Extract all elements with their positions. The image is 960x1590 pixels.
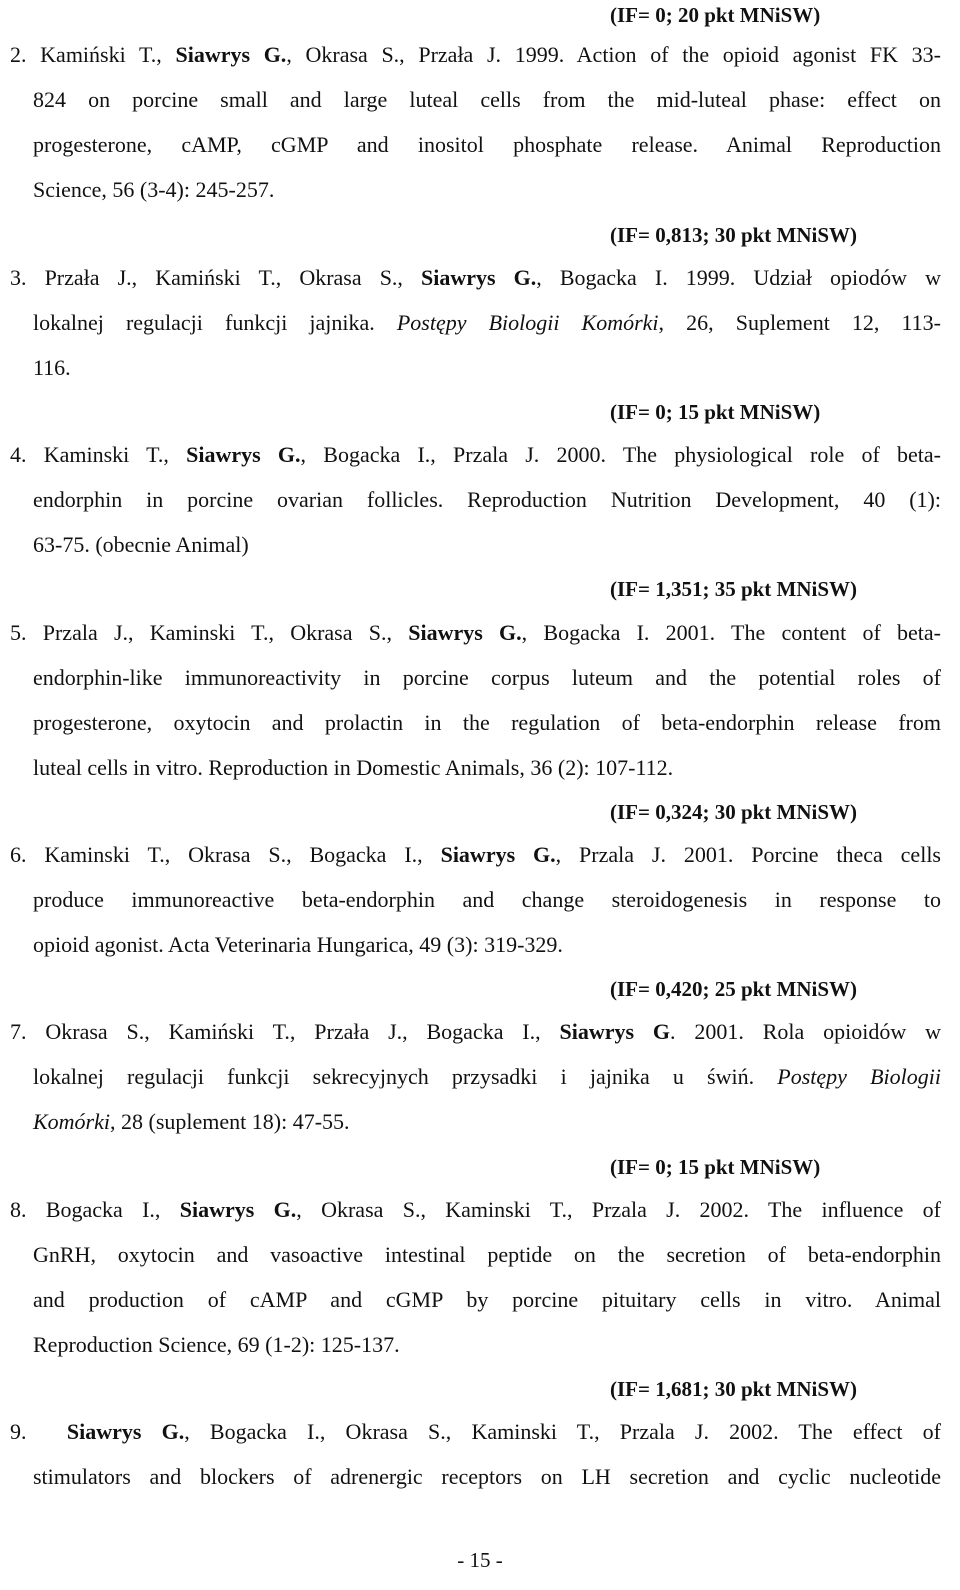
impact-factor-5: (IF= 0,324; 30 pkt MNiSW) <box>610 800 858 824</box>
citation-9-line-1: 9. Siawrys G., Bogacka I., Okrasa S., Kaminski T., Przala J. 2002. The effect of <box>10 1419 941 1444</box>
citation-7-line-2: lokalnej regulacji funkcji sekrecyjnych przysadki i jajnika u świń. Postępy Biologii <box>33 1064 941 1089</box>
citation-4-line-1: 4. Kaminski T., Siawrys G., Bogacka I., Przala J. 2000. The physiological role of beta- <box>10 442 941 467</box>
citation-7-line-3: Komórki, 28 (suplement 18): 47-55. <box>33 1109 350 1134</box>
impact-factor-3: (IF= 0; 15 pkt MNiSW) <box>610 400 821 424</box>
citation-8-line-4: Reproduction Science, 69 (1-2): 125-137. <box>33 1332 400 1357</box>
citation-5-line-3: progesterone, oxytocin and prolactin in the regulation of beta-endorphin release from <box>33 710 941 735</box>
citation-3-line-1: 3. Przała J., Kamiński T., Okrasa S., Siawrys G., Bogacka I. 1999. Udział opiodów w <box>10 265 941 290</box>
citation-2-line-4: Science, 56 (3-4): 245-257. <box>33 177 275 202</box>
citation-3-line-3: 116. <box>33 355 71 380</box>
impact-factor-2: (IF= 0,813; 30 pkt MNiSW) <box>610 223 858 247</box>
citation-5-line-2: endorphin-like immunoreactivity in porcine corpus luteum and the potential roles of <box>33 665 941 690</box>
impact-factor-6: (IF= 0,420; 25 pkt MNiSW) <box>610 977 858 1001</box>
citation-8-line-1: 8. Bogacka I., Siawrys G., Okrasa S., Kaminski T., Przala J. 2002. The influence of <box>10 1197 941 1222</box>
citation-2-line-3: progesterone, cAMP, cGMP and inositol phosphate release. Animal Reproduction <box>33 132 941 157</box>
citation-6-line-3: opioid agonist. Acta Veterinaria Hungarica, 49 (3): 319-329. <box>33 932 563 957</box>
citation-2-line-1: 2. Kamiński T., Siawrys G., Okrasa S., Przała J. 1999. Action of the opioid agonist FK 33- <box>10 42 941 67</box>
citation-8-line-3: and production of cAMP and cGMP by porcine pituitary cells in vitro. Animal <box>33 1287 941 1312</box>
citation-5-line-1: 5. Przala J., Kaminski T., Okrasa S., Siawrys G., Bogacka I. 2001. The content of beta- <box>10 620 941 645</box>
page-number: - 15 - <box>457 1548 503 1572</box>
citation-8-line-2: GnRH, oxytocin and vasoactive intestinal peptide on the secretion of beta-endorphin <box>33 1242 941 1267</box>
citation-6-line-1: 6. Kaminski T., Okrasa S., Bogacka I., Siawrys G., Przala J. 2001. Porcine theca cells <box>10 842 941 867</box>
citation-9-line-2: stimulators and blockers of adrenergic receptors on LH secretion and cyclic nucleotide <box>33 1464 941 1489</box>
impact-factor-4: (IF= 1,351; 35 pkt MNiSW) <box>610 577 858 601</box>
impact-factor-8: (IF= 1,681; 30 pkt MNiSW) <box>610 1377 858 1401</box>
citation-5-line-4: luteal cells in vitro. Reproduction in Domestic Animals, 36 (2): 107-112. <box>33 755 674 780</box>
citation-4-line-2: endorphin in porcine ovarian follicles. Reproduction Nutrition Development, 40 (1): <box>33 487 941 512</box>
citation-4-line-3: 63-75. (obecnie Animal) <box>33 532 249 557</box>
impact-factor-7: (IF= 0; 15 pkt MNiSW) <box>610 1155 821 1179</box>
citation-6-line-2: produce immunoreactive beta-endorphin and change steroidogenesis in response to <box>33 887 941 912</box>
citation-3-line-2: lokalnej regulacji funkcji jajnika. Postępy Biologii Komórki, 26, Suplement 12, 113- <box>33 310 941 335</box>
impact-factor-1: (IF= 0; 20 pkt MNiSW) <box>610 3 821 27</box>
citation-7-line-1: 7. Okrasa S., Kamiński T., Przała J., Bogacka I., Siawrys G. 2001. Rola opioidów w <box>10 1019 941 1044</box>
citation-2-line-2: 824 on porcine small and large luteal cells from the mid-luteal phase: effect on <box>33 87 941 112</box>
